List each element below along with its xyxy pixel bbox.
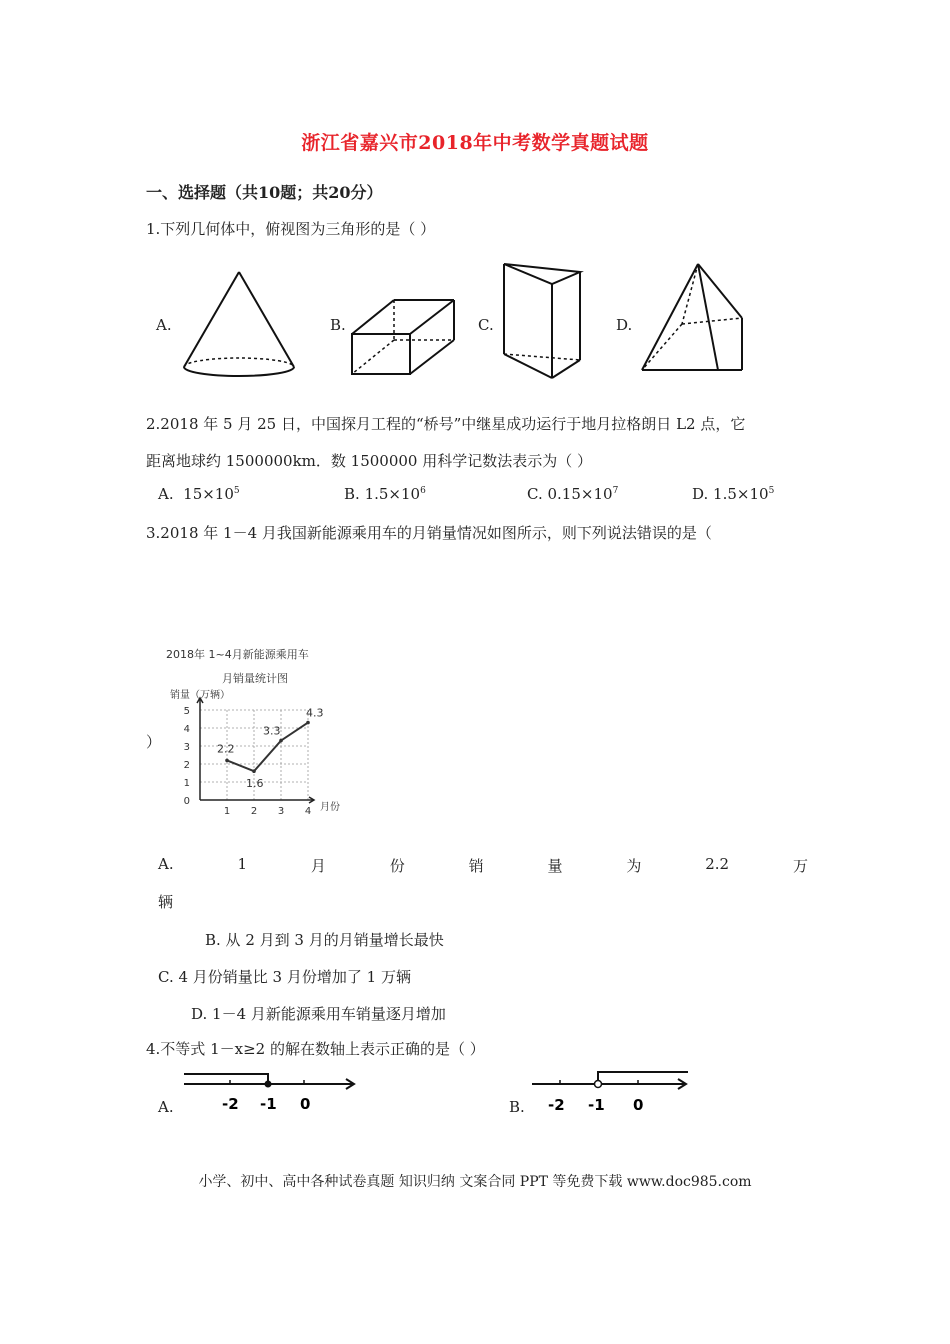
question-4-stem: 4.不等式 1－x≥2 的解在数轴上表示正确的是（ ） <box>146 1040 485 1058</box>
x-tick-label: 2 <box>250 806 258 817</box>
question-2-line2: 距离地球约 1500000km．数 1500000 用科学记数法表示为（ ） <box>146 452 592 470</box>
q3-a-word: 月 <box>310 857 326 875</box>
q3-a-word: 销 <box>468 857 484 875</box>
document-title: 浙江省嘉兴市2018年中考数学真题试题 <box>301 132 649 154</box>
q3-a-word: 为 <box>626 857 642 875</box>
closed-point <box>265 1081 272 1088</box>
q3-option-b: B. 从 2 月到 3 月的月销量增长最快 <box>205 931 444 949</box>
data-label: 1.6 <box>246 777 264 791</box>
y-tick-label: 4 <box>183 724 190 735</box>
x-tick-label: 4 <box>304 806 312 817</box>
data-point <box>252 769 256 773</box>
tick-label: -2 <box>222 1095 239 1113</box>
question-3-stem: 3.2018 年 1－4 月我国新能源乘用车的月销量情况如图所示，则下列说法错误的是（ <box>146 524 712 542</box>
q2-option-c: C. $0.15\times 10^7$ <box>527 485 619 503</box>
tick-label: -1 <box>260 1095 277 1113</box>
data-point <box>306 721 310 725</box>
q3-option-c: C. 4 月份销量比 3 月份增加了 1 万辆 <box>158 968 411 986</box>
y-tick-label: 5 <box>183 706 190 717</box>
data-label: 2.2 <box>217 742 235 756</box>
q3-a-word: 万 <box>792 857 808 875</box>
q4-label-b: B. <box>509 1098 525 1116</box>
tick-label: -2 <box>548 1096 565 1114</box>
y-tick-label: 1 <box>183 778 190 789</box>
chart-x-ticks <box>224 806 311 817</box>
chart-y-ticks <box>184 706 190 807</box>
q3-option-d: D. 1－4 月新能源乘用车销量逐月增加 <box>191 1005 446 1023</box>
q2-option-d: D. $1.5\times 10^5$ <box>692 485 775 503</box>
question-1-stem: 1.下列几何体中，俯视图为三角形的是（ ） <box>146 220 436 238</box>
cuboid-figure <box>346 292 466 382</box>
sales-line-chart <box>160 640 360 820</box>
tick-label: -1 <box>588 1096 605 1114</box>
number-line-a <box>180 1064 360 1120</box>
page-footer: 小学、初中、高中各种试卷真题 知识归纳 文案合同 PPT 等免费下载 www.doc985.com <box>198 1174 752 1190</box>
question-2-line1: 2.2018 年 5 月 25 日，中国探月工程的“桥号”中继星成功运行于地月拉格朗日 L2 点，它 <box>146 415 746 433</box>
q3-a-word: 份 <box>389 857 405 875</box>
x-tick-label: 3 <box>277 806 285 817</box>
q3-a-word: A. <box>158 855 174 873</box>
cone-figure <box>176 260 306 385</box>
q3-a-word: 2.2 <box>705 855 730 873</box>
q3-option-a-tail: 辆 <box>158 893 174 911</box>
open-point <box>595 1081 602 1088</box>
chart-title: 2018年 1~4月新能源乘用车 <box>166 648 309 661</box>
data-label: 3.3 <box>263 724 281 738</box>
q1-label-c: C. <box>478 316 494 334</box>
question-3-close-paren: ） <box>146 733 162 751</box>
chart-ylabel: 销量（万辆） <box>170 690 230 701</box>
triangular-prism-figure <box>496 254 588 384</box>
q4-label-a: A. <box>158 1098 174 1116</box>
q3-a-word: 量 <box>547 857 563 875</box>
chart-subtitle: 月销量统计图 <box>222 672 288 685</box>
y-tick-label: 0 <box>183 796 190 807</box>
y-tick-label: 3 <box>183 742 190 753</box>
x-tick-label: 1 <box>223 806 231 817</box>
q2-option-b: B. $1.5\times 10^6$ <box>344 485 426 503</box>
tick-label: 0 <box>300 1095 311 1113</box>
section-heading: 一、选择题（共10题；共20分） <box>146 183 383 202</box>
pyramid-figure <box>634 258 750 376</box>
y-tick-label: 2 <box>183 760 190 771</box>
solution-ray <box>598 1072 688 1080</box>
number-line-b <box>530 1062 692 1120</box>
q1-label-d: D. <box>616 316 633 334</box>
q3-a-word: 1 <box>237 855 248 873</box>
chart-xlabel: 月份 <box>320 802 340 813</box>
data-point <box>279 739 283 743</box>
data-point <box>225 759 229 763</box>
tick-label: 0 <box>633 1096 644 1114</box>
q2-option-a: A. $15\times 10^5$ <box>158 485 240 503</box>
solution-ray <box>184 1074 268 1084</box>
q1-label-a: A. <box>156 316 172 334</box>
q3-option-a-line <box>158 855 808 876</box>
q1-label-b: B. <box>330 316 346 334</box>
data-label: 4.3 <box>306 706 324 720</box>
chart-series <box>217 707 324 791</box>
